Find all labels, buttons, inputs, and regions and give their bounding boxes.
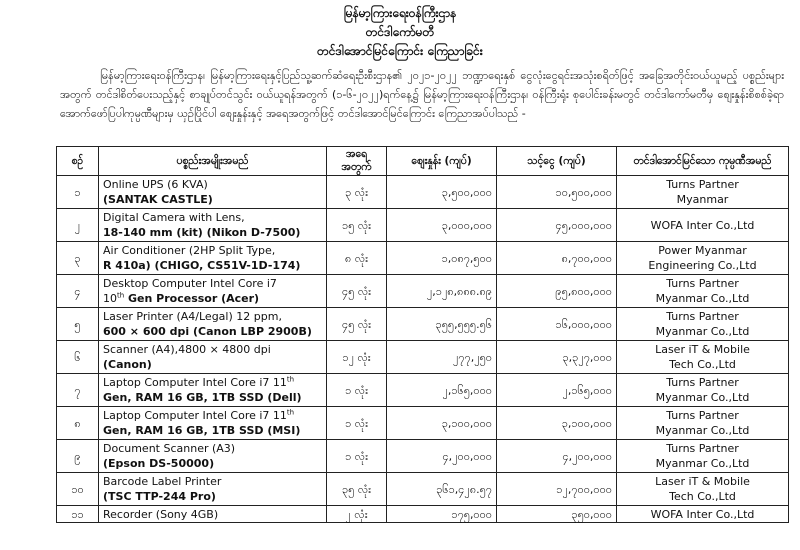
row-company: Laser iT & Mobile Tech Co.,Ltd xyxy=(617,341,789,374)
table-row xyxy=(57,242,789,275)
row-quantity: ၁ လုံး xyxy=(327,407,387,440)
row-quantity: ၂ လုံး xyxy=(327,506,387,523)
header-total: သင့်ငွေ (ကျပ်) xyxy=(497,147,617,176)
row-unit-price: ၃,၁၀၀,၀၀၀ xyxy=(387,407,497,440)
header-description: ပစ္စည်းအမျိုးအမည် xyxy=(99,147,327,176)
row-description: Laptop Computer Intel Core i7 11th Gen, RAM 16 GB, 1TB SSD (MSI) xyxy=(99,407,327,440)
row-unit-price: ၁,၀၈၇,၅၀၀ xyxy=(387,242,497,275)
row-total: ၂,၁၆၅,၀၀၀ xyxy=(497,374,617,407)
row-no: ၃ xyxy=(57,242,99,275)
row-total: ၁၀,၅၀၀,၀၀၀ xyxy=(497,176,617,209)
row-no: ၂ xyxy=(57,209,99,242)
row-description: Scanner (A4),4800 × 4800 dpi (Canon) xyxy=(99,341,327,374)
row-description: Digital Camera with Lens, 18-140 mm (kit) (Nikon D-7500) xyxy=(99,209,327,242)
row-quantity: ၃ လုံး xyxy=(327,176,387,209)
row-total: ၃,၁၀၀,၀၀၀ xyxy=(497,407,617,440)
row-total: ၄,၂၀၀,၀၀၀ xyxy=(497,440,617,473)
row-quantity: ၃၅ လုံး xyxy=(327,473,387,506)
row-unit-price: ၂,၁၆၅,၀၀၀ xyxy=(387,374,497,407)
row-description: Document Scanner (A3) (Epson DS-50000) xyxy=(99,440,327,473)
row-company: WOFA Inter Co.,Ltd xyxy=(617,506,789,523)
row-unit-price: ၂၇၇,၂၅၀ xyxy=(387,341,497,374)
row-quantity: ၁၅ လုံး xyxy=(327,209,387,242)
row-quantity: ၁ လုံး xyxy=(327,374,387,407)
row-company: Turns Partner Myanmar Co.,Ltd xyxy=(617,275,789,308)
header-no: စဉ် xyxy=(57,147,99,176)
header-company: တင်ဒါအောင်မြင်သော ကုမ္ပဏီအမည် xyxy=(617,147,789,176)
row-no: ၁၁ xyxy=(57,506,99,523)
row-company: Laser iT & Mobile Tech Co.,Ltd xyxy=(617,473,789,506)
row-description: Recorder (Sony 4GB) xyxy=(99,506,327,523)
row-total: ၉၅,၈၀၀,၀၀၀ xyxy=(497,275,617,308)
row-company: WOFA Inter Co.,Ltd xyxy=(617,209,789,242)
row-total: ၃၅၀,၀၀၀ xyxy=(497,506,617,523)
tender-results-table xyxy=(56,146,789,523)
header-unit-price: စျေးနှုန်း (ကျပ်) xyxy=(387,147,497,176)
table-row xyxy=(57,209,789,242)
table-row xyxy=(57,341,789,374)
row-total: ၄၅,၀၀၀,၀၀၀ xyxy=(497,209,617,242)
row-no: ၄ xyxy=(57,275,99,308)
row-description: Desktop Computer Intel Core i7 10th Gen Processor (Acer) xyxy=(99,275,327,308)
committee-title: တင်ဒါကော်မတီ xyxy=(365,25,435,39)
table-row xyxy=(57,473,789,506)
row-no: ၁၀ xyxy=(57,473,99,506)
table-row xyxy=(57,407,789,440)
row-no: ၅ xyxy=(57,308,99,341)
row-unit-price: ၃,၅၀၀,၀၀၀ xyxy=(387,176,497,209)
row-quantity: ၈ လုံး xyxy=(327,242,387,275)
row-description: Barcode Label Printer (TSC TTP-244 Pro) xyxy=(99,473,327,506)
row-quantity: ၁ လုံး xyxy=(327,440,387,473)
row-quantity: ၄၅ လုံး xyxy=(327,308,387,341)
row-unit-price: ၁၇၅,၀၀၀ xyxy=(387,506,497,523)
table-row xyxy=(57,374,789,407)
table-row xyxy=(57,308,789,341)
row-description: Air Conditioner (2HP Split Type, R 410a) (CHIGO, CS51V-1D-174) xyxy=(99,242,327,275)
table-header-row xyxy=(57,147,789,176)
intro-text: မြန်မာ့ကြားရေးဝန်ကြီးဌာန၊ မြန်မာ့ကြားရေးနှင့်ပြည်သူ့ဆက်ဆံရေးဦးစီးဌာန၏ ၂၀၂၁-၂၀၂၂ ဘဏ္ဍာရေးနှစ် ငွေလုံးငွေရင်းအသုံးစရိတ်ဖြင့် အခြေအတိုင်းဝယ်ယူမည့် ပစ္စည်းများအတွက် တင်ဒါစိတ်ပေးသည့်နှင့် စာချုပ်တင်သွင်း ဝယ်ယူရန်အတွက် (၁-၆-၂၀၂၂)ရက်နေ့၌ မြန်မာ့ကြားရေးဝန်ကြီးဌာန၊ ဝန်ကြီးရုံး စုပေါင်းခန်းမတွင် တင်ဒါကော်မတီမှ စျေးနှုန်းစိစစ်ခဲ့ရာ အောက်ဖော်ပြပါကုမ္ပဏီများမှ ယှဉ်ပြိုင်ပါ စျေးနှုန်းနှင့် အရေအတွက်ဖြင့် တင်ဒါအောင်မြင်ကြောင်း ကြေညာအပ်ပါသည် - xyxy=(60,69,784,120)
table-row xyxy=(57,506,789,523)
ministry-title: မြန်မာ့ကြားရေးဝန်ကြီးဌာန xyxy=(343,6,457,20)
row-company: Turns Partner Myanmar Co.,Ltd xyxy=(617,374,789,407)
row-unit-price: ၃၆၁,၄၂၈.၅၇ xyxy=(387,473,497,506)
intro-paragraph xyxy=(60,66,784,123)
row-no: ၉ xyxy=(57,440,99,473)
row-description: Laser Printer (A4/Legal) 12 ppm, 600 × 600 dpi (Canon LBP 2900B) xyxy=(99,308,327,341)
row-quantity: ၁၂ လုံး xyxy=(327,341,387,374)
row-total: ၈,၇၀၀,၀၀၀ xyxy=(497,242,617,275)
row-no: ၆ xyxy=(57,341,99,374)
row-no: ၇ xyxy=(57,374,99,407)
row-no: ၈ xyxy=(57,407,99,440)
row-unit-price: ၄,၂၀၀,၀၀၀ xyxy=(387,440,497,473)
row-company: Power Myanmar Engineering Co.,Ltd xyxy=(617,242,789,275)
row-description: Laptop Computer Intel Core i7 11th Gen, RAM 16 GB, 1TB SSD (Dell) xyxy=(99,374,327,407)
row-total: ၁၆,၀၀၀,၀၀၀ xyxy=(497,308,617,341)
table-row xyxy=(57,275,789,308)
row-company: Turns Partner Myanmar Co.,Ltd xyxy=(617,407,789,440)
row-total: ၃,၃၂၇,၀၀၀ xyxy=(497,341,617,374)
row-description: Online UPS (6 KVA) (SANTAK CASTLE) xyxy=(99,176,327,209)
row-company: Turns Partner Myanmar Co.,Ltd xyxy=(617,308,789,341)
row-total: ၁၂,၇၀၀,၀၀၀ xyxy=(497,473,617,506)
row-unit-price: ၃၅၅,၅၅၅.၅၆ xyxy=(387,308,497,341)
row-unit-price: ၃,၀၀၀,၀၀၀ xyxy=(387,209,497,242)
table-row xyxy=(57,176,789,209)
header-quantity: အရေ အတွက် xyxy=(327,147,387,176)
row-no: ၁ xyxy=(57,176,99,209)
announcement-title: တင်ဒါအောင်မြင်ကြောင်း ကြေညာခြင်း xyxy=(317,44,483,58)
row-unit-price: ၂,၁၂၈,၈၈၈.၈၉ xyxy=(387,275,497,308)
table-row xyxy=(57,440,789,473)
row-company: Turns Partner Myanmar Co.,Ltd xyxy=(617,440,789,473)
row-quantity: ၄၅ လုံး xyxy=(327,275,387,308)
row-company: Turns Partner Myanmar xyxy=(617,176,789,209)
